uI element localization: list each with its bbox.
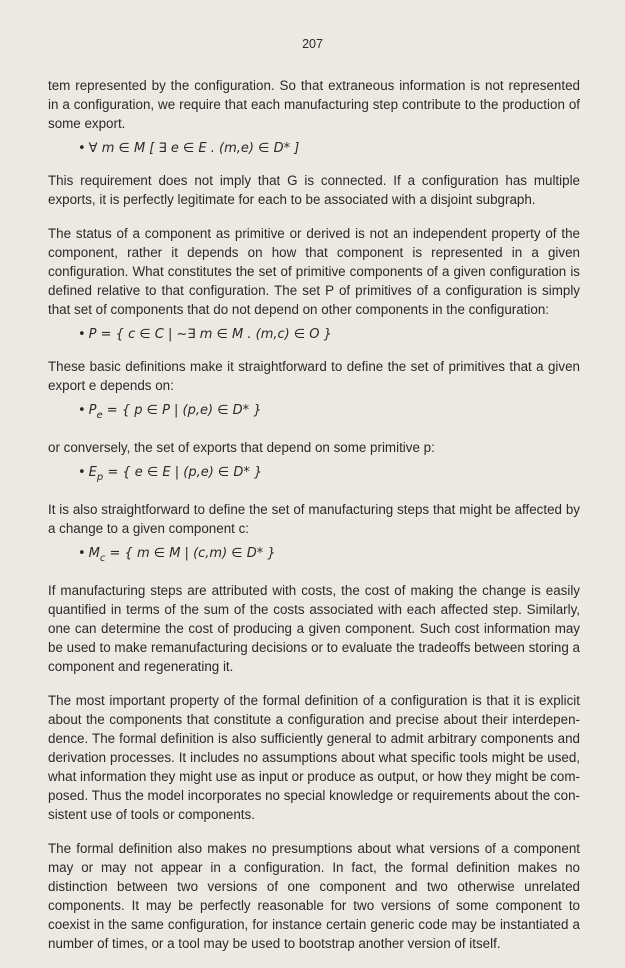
bullet-icon: • <box>78 465 86 480</box>
paragraph-6: It is also straightforward to define the set of manufacturing steps that might be affected by a change to a given component c: <box>48 502 580 536</box>
formula-export-contribution <box>48 139 580 159</box>
formula-primitives <box>48 325 580 345</box>
paragraph-9: The formal definition also makes no presumptions about what versions of a component may or may not appear in a configuration. In fact, the formal definition makes no distinction between two versions of one component and two otherwise unrelated components. It may be perfectly reasonable for two versions of some component to coexist in the same configuration, for instance certain generic code may be instantiated a number of times, or a tool may be used to bootstrap another version of itself. <box>48 841 580 951</box>
formula-3-lhs: P <box>88 403 97 418</box>
formula-primitives-of-export <box>48 401 580 426</box>
formula-5-subscript: c <box>99 553 106 564</box>
paragraph-1: tem represented by the configuration. So that extraneous information is not represented in a configuration, we require that each manufacturing step contribute to the production of some export. <box>48 78 580 131</box>
formula-5-rhs: = { m ∈ M | (c,m) ∈ D* } <box>105 546 276 561</box>
formula-exports-of-primitive <box>48 463 580 488</box>
paragraph-8: The most important property of the formal definition of a configuration is that it is explicit about the components that constitute a configuration and precise about their interdependence. The formal definition is also sufficiently general to admit arbitrary components and derivation processes. It includes no assumptions about what specific tools might be used, what information they might use as input or produce as output, or how they might be composed. Thus the model incorporates no special knowledge or requirements about the consistent use of tools or components. <box>48 693 580 822</box>
bullet-icon: • <box>78 546 86 561</box>
paragraph-7: If manufacturing steps are attributed with costs, the cost of making the change is easily quantified in terms of the sum of the costs associated with each affected step. Similarly, one can determine the cost of producing a given component. Such cost information may be used to make remanufacturing decisions or to evaluate the tradeoffs between storing a component and regenerating it. <box>48 583 580 674</box>
formula-1-text: ∀ m ∈ M [ ∃ e ∈ E . (m,e) ∈ D* ] <box>88 141 300 156</box>
formula-4-rhs: = { e ∈ E | (p,e) ∈ D* } <box>103 465 263 480</box>
formula-5-lhs: M <box>88 546 100 561</box>
bullet-icon: • <box>78 141 86 156</box>
bullet-icon: • <box>78 403 86 418</box>
paragraph-2: This requirement does not imply that G is connected. If a configuration has multiple exports, it is perfectly legitimate for each to be associated with a disjoint subgraph. <box>48 173 580 207</box>
body-text <box>48 76 580 968</box>
formula-4-subscript: p <box>96 472 104 483</box>
formula-4-lhs: E <box>88 465 97 480</box>
formula-3-rhs: = { p ∈ P | (p,e) ∈ D* } <box>102 403 262 418</box>
paragraph-5: or conversely, the set of exports that depend on some primitive p: <box>48 440 435 455</box>
formula-3-subscript: e <box>96 410 103 421</box>
formula-2-text: P = { c ∈ C | ~∃ m ∈ M . (m,c) ∈ O } <box>88 327 332 342</box>
page-number: 207 <box>302 37 323 51</box>
paragraph-4: These basic definitions make it straightforward to define the set of primitives that a given export e depends on: <box>48 359 580 393</box>
paragraph-3: The status of a component as primitive or derived is not an independent property of the component, rather it depends on how that component is represented in a given configuration. What constitutes the set of primitive components of a given configuration is defined relative to that configuration. The set P of primitives of a configuration is simply that set of components that do not depend on other components in the configuration: <box>48 226 580 317</box>
bullet-icon: • <box>78 327 86 342</box>
formula-affected-steps <box>48 544 580 569</box>
